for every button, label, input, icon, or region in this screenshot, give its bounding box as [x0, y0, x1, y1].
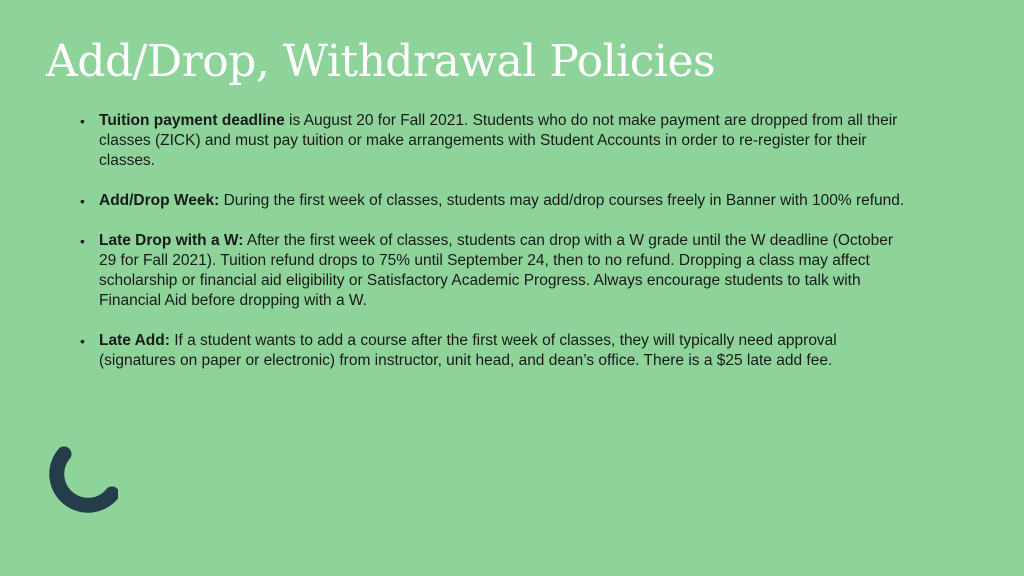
bullet-heading: Tuition payment deadline: [99, 112, 285, 129]
bullet-heading: Add/Drop Week:: [99, 192, 220, 209]
bullet-text: After the first week of classes, students can drop with a W grade until the W deadline (October 29 for Fall 2021). Tuition refund drops to 75% until September 24, then to no refund. Dropping a class may affect scholarship or financial aid eligibility or Satisfactory Academic Progress. Always encourage students to talk with Financial Aid before dropping with a W.: [99, 232, 893, 309]
bullet-list: [78, 111, 908, 391]
bullet-text: If a student wants to add a course after the first week of classes, they will typically need approval (signatures on paper or electronic) from instructor, unit head, and dean’s office. There is a $25 late add fee.: [99, 332, 837, 369]
bullet-heading: Late Drop with a W:: [99, 232, 244, 249]
slide-title: Add/Drop, Withdrawal Policies: [46, 36, 716, 87]
arc-logo-icon: [42, 446, 118, 522]
bullet-text: is August 20 for Fall 2021. Students who do not make payment are dropped from all their classes (ZICK) and must pay tuition or make arrangements with Student Accounts in order to re-register for their classes.: [99, 112, 898, 169]
bullet-late-drop-with-w: [78, 231, 908, 311]
bullet-tuition-payment-deadline: [78, 111, 908, 171]
bullet-late-add: [78, 331, 908, 371]
bullet-heading: Late Add:: [99, 332, 170, 349]
bullet-add-drop-week: [78, 191, 908, 211]
bullet-text: During the first week of classes, students may add/drop courses freely in Banner with 100% refund.: [219, 192, 905, 209]
